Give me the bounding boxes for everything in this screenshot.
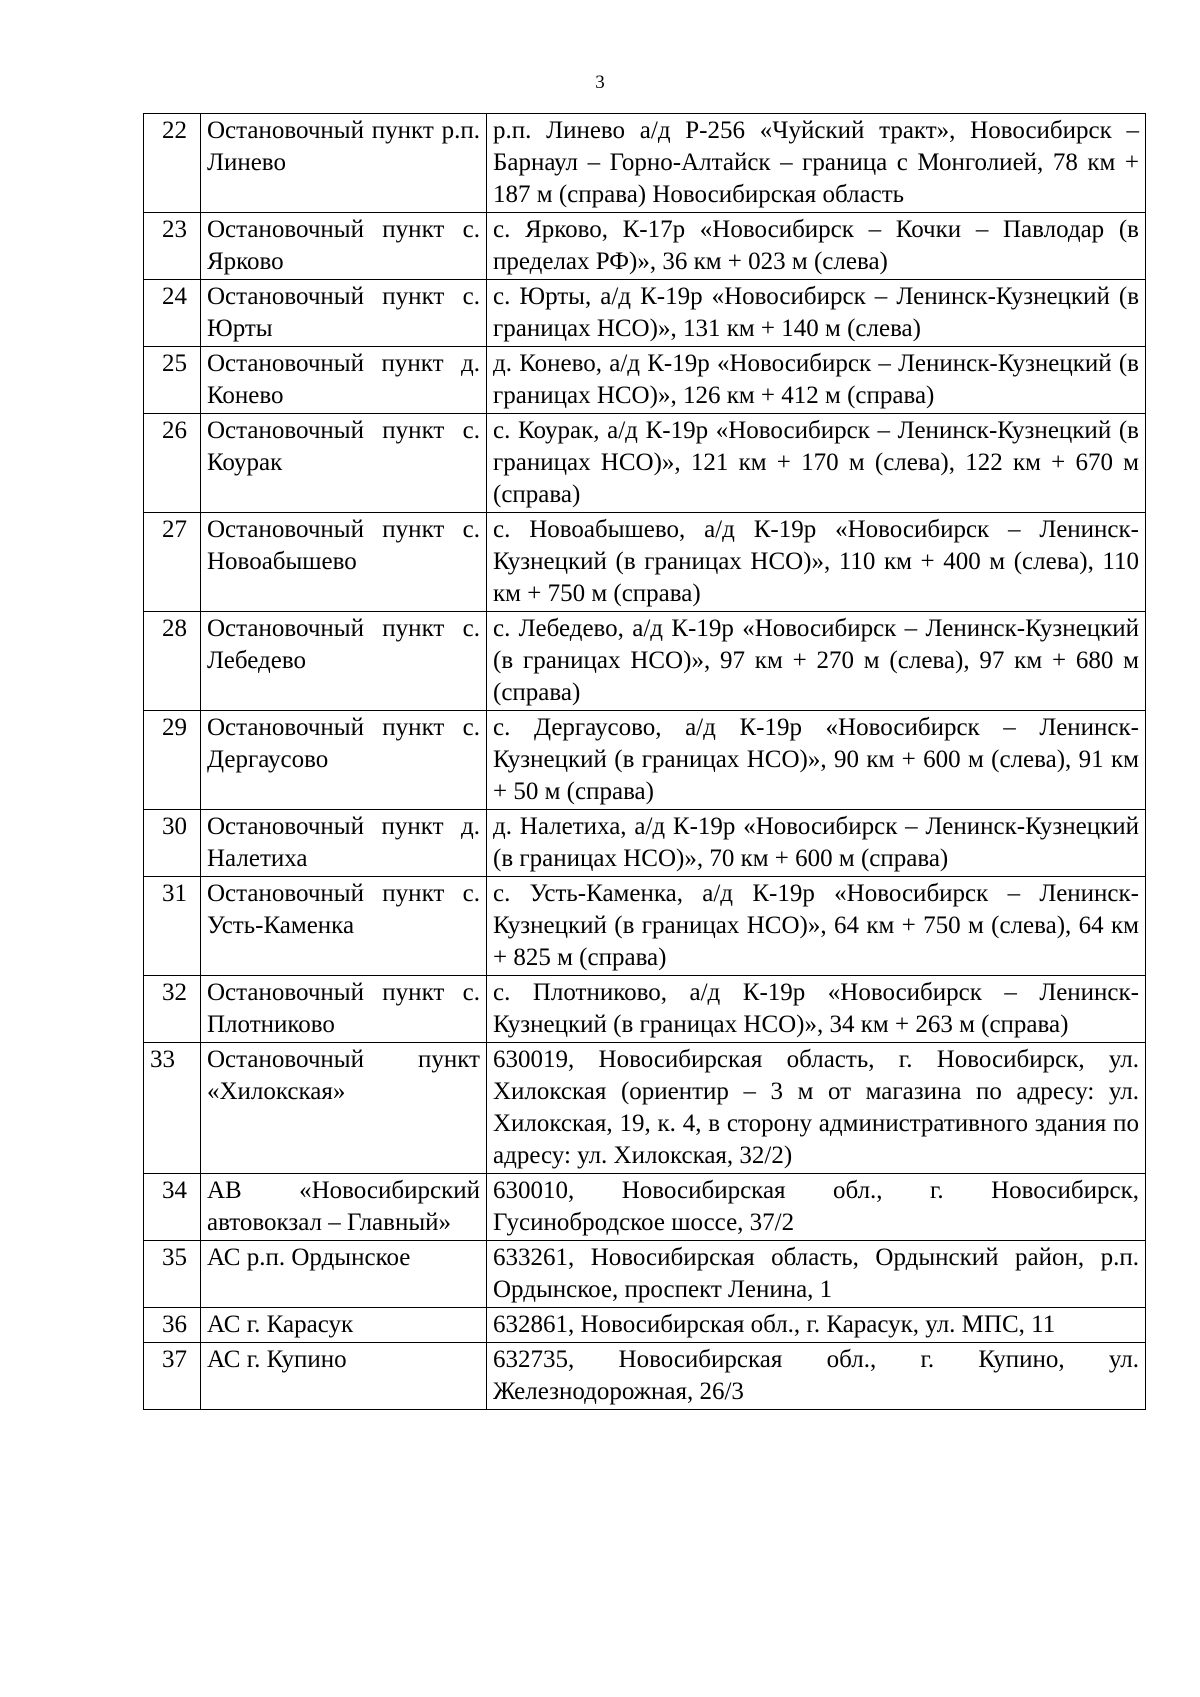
row-number: 34 xyxy=(144,1174,201,1241)
stop-name: Остановочный пункт с. Коурак xyxy=(201,414,487,513)
stop-address: с. Коурак, а/д К-19р «Новосибирск – Ленинск-Кузнецкий (в границах НСО)», 121 км + 170 м (слева), 122 км + 670 м (справа) xyxy=(487,414,1146,513)
table-row xyxy=(144,711,1146,810)
stop-address: д. Налетиха, а/д К-19р «Новосибирск – Ленинск-Кузнецкий (в границах НСО)», 70 км + 600 м (справа) xyxy=(487,810,1146,877)
table-row xyxy=(144,612,1146,711)
row-number: 26 xyxy=(144,414,201,513)
table-row xyxy=(144,414,1146,513)
stop-name: АС р.п. Ордынское xyxy=(201,1241,487,1308)
stop-address: д. Конево, а/д К-19р «Новосибирск – Ленинск-Кузнецкий (в границах НСО)», 126 км + 412 м (справа) xyxy=(487,347,1146,414)
table-row xyxy=(144,1043,1146,1174)
stop-address: с. Дергаусово, а/д К-19р «Новосибирск – Ленинск-Кузнецкий (в границах НСО)», 90 км + 600 м (слева), 91 км + 50 м (справа) xyxy=(487,711,1146,810)
row-number: 29 xyxy=(144,711,201,810)
stop-name: АС г. Карасук xyxy=(201,1308,487,1343)
table-row xyxy=(144,1308,1146,1343)
stop-address: 632861, Новосибирская обл., г. Карасук, ул. МПС, 11 xyxy=(487,1308,1146,1343)
stop-name: Остановочный пункт д. Налетиха xyxy=(201,810,487,877)
stop-name: Остановочный пункт с. Ярково xyxy=(201,213,487,280)
row-number: 24 xyxy=(144,280,201,347)
stop-address: 632735, Новосибирская обл., г. Купино, ул. Железнодорожная, 26/3 xyxy=(487,1343,1146,1410)
stop-address: с. Лебедево, а/д К-19р «Новосибирск – Ленинск-Кузнецкий (в границах НСО)», 97 км + 270 м (слева), 97 км + 680 м (справа) xyxy=(487,612,1146,711)
row-number: 28 xyxy=(144,612,201,711)
row-number: 37 xyxy=(144,1343,201,1410)
row-number: 23 xyxy=(144,213,201,280)
row-number: 36 xyxy=(144,1308,201,1343)
stop-name: Остановочный пункт с. Усть-Каменка xyxy=(201,877,487,976)
stop-name: Остановочный пункт «Хилокская» xyxy=(201,1043,487,1174)
stop-address: 630019, Новосибирская область, г. Новосибирск, ул. Хилокская (ориентир – 3 м от магазина по адресу: ул. Хилокская, 19, к. 4, в сторону административного здания по адресу: ул. Хилокская, 32/2) xyxy=(487,1043,1146,1174)
row-number: 31 xyxy=(144,877,201,976)
stop-name: Остановочный пункт д. Конево xyxy=(201,347,487,414)
table-row xyxy=(144,280,1146,347)
table-row xyxy=(144,877,1146,976)
table-row xyxy=(144,976,1146,1043)
stop-name: Остановочный пункт с. Юрты xyxy=(201,280,487,347)
stop-name: АВ «Новосибирский автовокзал – Главный» xyxy=(201,1174,487,1241)
table-row xyxy=(144,213,1146,280)
stop-address: 630010, Новосибирская обл., г. Новосибирск, Гусинобродское шоссе, 37/2 xyxy=(487,1174,1146,1241)
stop-address: р.п. Линево а/д Р-256 «Чуйский тракт», Новосибирск – Барнаул – Горно-Алтайск – граница с Монголией, 78 км + 187 м (справа) Новосибирская область xyxy=(487,114,1146,213)
row-number: 33 xyxy=(144,1043,201,1174)
stop-address: с. Новоабышево, а/д К-19р «Новосибирск – Ленинск-Кузнецкий (в границах НСО)», 110 км + 400 м (слева), 110 км + 750 м (справа) xyxy=(487,513,1146,612)
row-number: 27 xyxy=(144,513,201,612)
stops-table xyxy=(143,113,1146,1410)
row-number: 32 xyxy=(144,976,201,1043)
table-row xyxy=(144,810,1146,877)
stop-name: Остановочный пункт с. Дергаусово xyxy=(201,711,487,810)
row-number: 30 xyxy=(144,810,201,877)
table-row xyxy=(144,1343,1146,1410)
stop-address: с. Юрты, а/д К-19р «Новосибирск – Ленинск-Кузнецкий (в границах НСО)», 131 км + 140 м (слева) xyxy=(487,280,1146,347)
stop-name: Остановочный пункт с. Новоабышево xyxy=(201,513,487,612)
row-number: 35 xyxy=(144,1241,201,1308)
stop-name: АС г. Купино xyxy=(201,1343,487,1410)
stop-address: с. Ярково, К-17р «Новосибирск – Кочки – Павлодар (в пределах РФ)», 36 км + 023 м (слева) xyxy=(487,213,1146,280)
table-row xyxy=(144,347,1146,414)
row-number: 22 xyxy=(144,114,201,213)
stop-address: с. Плотниково, а/д К-19р «Новосибирск – Ленинск-Кузнецкий (в границах НСО)», 34 км + 263 м (справа) xyxy=(487,976,1146,1043)
table-row xyxy=(144,513,1146,612)
table-row xyxy=(144,1174,1146,1241)
stop-address: с. Усть-Каменка, а/д К-19р «Новосибирск – Ленинск-Кузнецкий (в границах НСО)», 64 км + 750 м (слева), 64 км + 825 м (справа) xyxy=(487,877,1146,976)
table-row xyxy=(144,1241,1146,1308)
stop-name: Остановочный пункт с. Плотниково xyxy=(201,976,487,1043)
stop-name: Остановочный пункт р.п. Линево xyxy=(201,114,487,213)
stop-name: Остановочный пункт с. Лебедево xyxy=(201,612,487,711)
row-number: 25 xyxy=(144,347,201,414)
table-row xyxy=(144,114,1146,213)
stops-table-body xyxy=(144,114,1146,1410)
page-number: 3 xyxy=(595,72,605,93)
stop-address: 633261, Новосибирская область, Ордынский район, р.п. Ордынское, проспект Ленина, 1 xyxy=(487,1241,1146,1308)
